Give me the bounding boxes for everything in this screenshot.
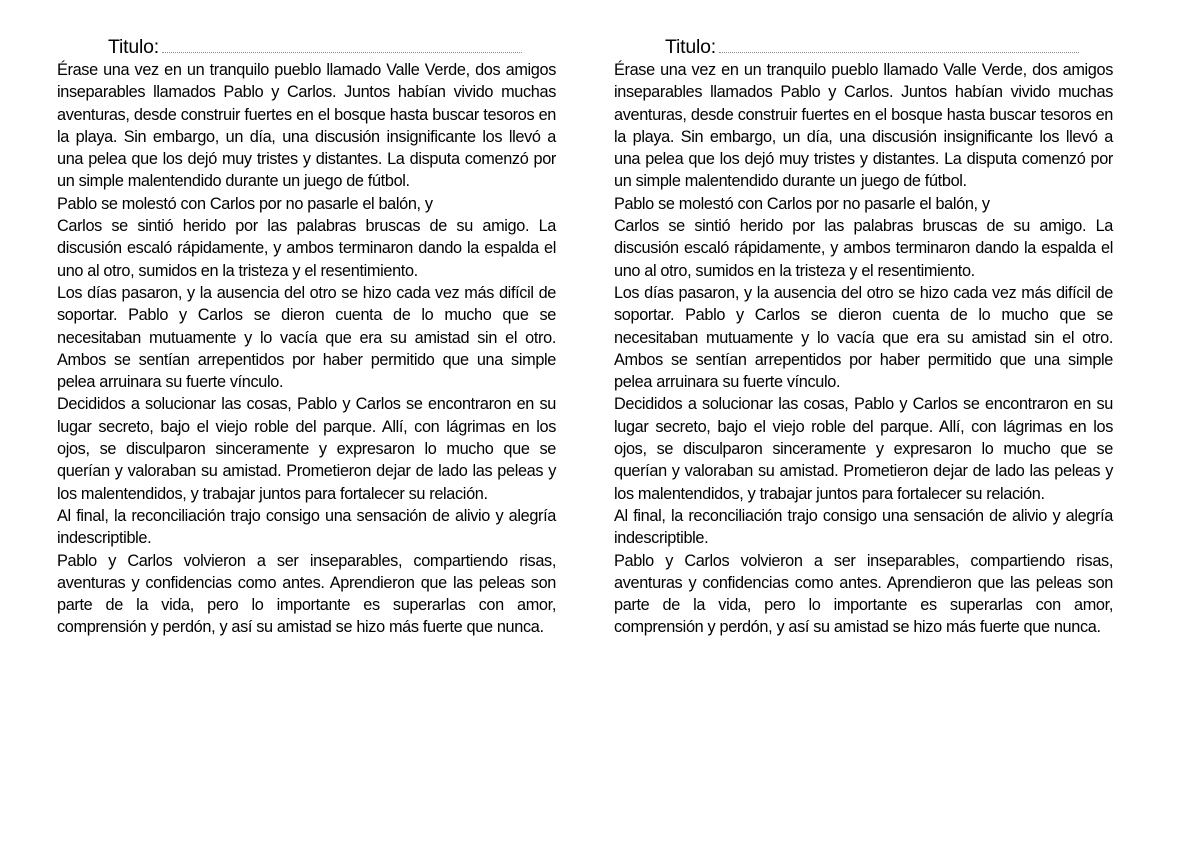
story-sheet-left bbox=[57, 34, 556, 639]
story-paragraph: Pablo y Carlos volvieron a ser inseparables, compartiendo risas, aventuras y confidencias como antes. Aprendieron que las peleas son parte de la vida, pero lo importante es superarlas con amor, comprensión y perdón, y así su amistad se hizo más fuerte que nunca. bbox=[57, 551, 556, 637]
story-paragraph: Decididos a solucionar las cosas, Pablo y Carlos se encontraron en su lugar secreto, bajo el viejo roble del parque. Allí, con lágrimas en los ojos, se disculparon sinceramente y expresaron lo mucho que se querían y valoraban su amistad. Prometieron dejar de lado las peleas y los malentendidos, y trabajar juntos para fortalecer su relación. bbox=[57, 395, 556, 503]
story-paragraph: Carlos se sintió herido por las palabras bruscas de su amigo. La discusión escaló rápidamente, y ambos terminaron dando la espalda el uno al otro, sumidos en la tristeza y el resentimiento. bbox=[57, 217, 556, 280]
story-paragraph: Los días pasaron, y la ausencia del otro se hizo cada vez más difícil de soportar. Pablo y Carlos se dieron cuenta de lo mucho que se necesitaban mutuamente y lo vacía que era su amistad sin el otro. Ambos se sentían arrepentidos por haber permitido que una simple pelea arruinara su fuerte vínculo. bbox=[614, 283, 1113, 392]
story-paragraph: Los días pasaron, y la ausencia del otro se hizo cada vez más difícil de soportar. Pablo y Carlos se dieron cuenta de lo mucho que se necesitaban mutuamente y lo vacía que era su amistad sin el otro. Ambos se sentían arrepentidos por haber permitido que una simple pelea arruinara su fuerte vínculo. bbox=[57, 283, 556, 392]
story-paragraph: Érase una vez en un tranquilo pueblo llamado Valle Verde, dos amigos inseparables llamados Pablo y Carlos. Juntos habían vivido muchas aventuras, desde construir fuertes en el bosque hasta buscar tesoros en la playa. Sin embargo, un día, una discusión insignificante los llevó a una pelea que los dejó muy tristes y distantes. La disputa comenzó por un simple malentendido durante un juego de fútbol. bbox=[614, 61, 1113, 191]
title-label: Titulo: bbox=[108, 36, 159, 58]
story-paragraph: Decididos a solucionar las cosas, Pablo y Carlos se encontraron en su lugar secreto, bajo el viejo roble del parque. Allí, con lágrimas en los ojos, se disculparon sinceramente y expresaron lo mucho que se querían y valoraban su amistad. Prometieron dejar de lado las peleas y los malentendidos, y trabajar juntos para fortalecer su relación. bbox=[614, 395, 1113, 503]
story-paragraph: Carlos se sintió herido por las palabras bruscas de su amigo. La discusión escaló rápidamente, y ambos terminaron dando la espalda el uno al otro, sumidos en la tristeza y el resentimiento. bbox=[614, 217, 1113, 280]
story-paragraph: Érase una vez en un tranquilo pueblo llamado Valle Verde, dos amigos inseparables llamados Pablo y Carlos. Juntos habían vivido muchas aventuras, desde construir fuertes en el bosque hasta buscar tesoros en la playa. Sin embargo, un día, una discusión insignificante los llevó a una pelea que los dejó muy tristes y distantes. La disputa comenzó por un simple malentendido durante un juego de fútbol. bbox=[57, 61, 556, 191]
story-paragraph: Al final, la reconciliación trajo consigo una sensación de alivio y alegría indescriptible. bbox=[614, 506, 1113, 548]
story-paragraph: Pablo se molestó con Carlos por no pasarle el balón, y bbox=[614, 194, 990, 213]
story-paragraph: Al final, la reconciliación trajo consigo una sensación de alivio y alegría indescriptible. bbox=[57, 506, 556, 548]
story-paragraph: Pablo se molestó con Carlos por no pasarle el balón, y bbox=[57, 194, 433, 213]
story-paragraph: Pablo y Carlos volvieron a ser inseparables, compartiendo risas, aventuras y confidencias como antes. Aprendieron que las peleas son parte de la vida, pero lo importante es superarlas con amor, comprensión y perdón, y así su amistad se hizo más fuerte que nunca. bbox=[614, 551, 1113, 637]
title-row bbox=[614, 34, 1113, 58]
story-text bbox=[614, 59, 1113, 639]
title-row bbox=[57, 34, 556, 58]
story-sheet-right bbox=[614, 34, 1113, 639]
title-label: Titulo: bbox=[665, 36, 716, 58]
title-blank-line bbox=[719, 51, 1079, 53]
title-blank-line bbox=[162, 51, 522, 53]
story-text bbox=[57, 59, 556, 639]
